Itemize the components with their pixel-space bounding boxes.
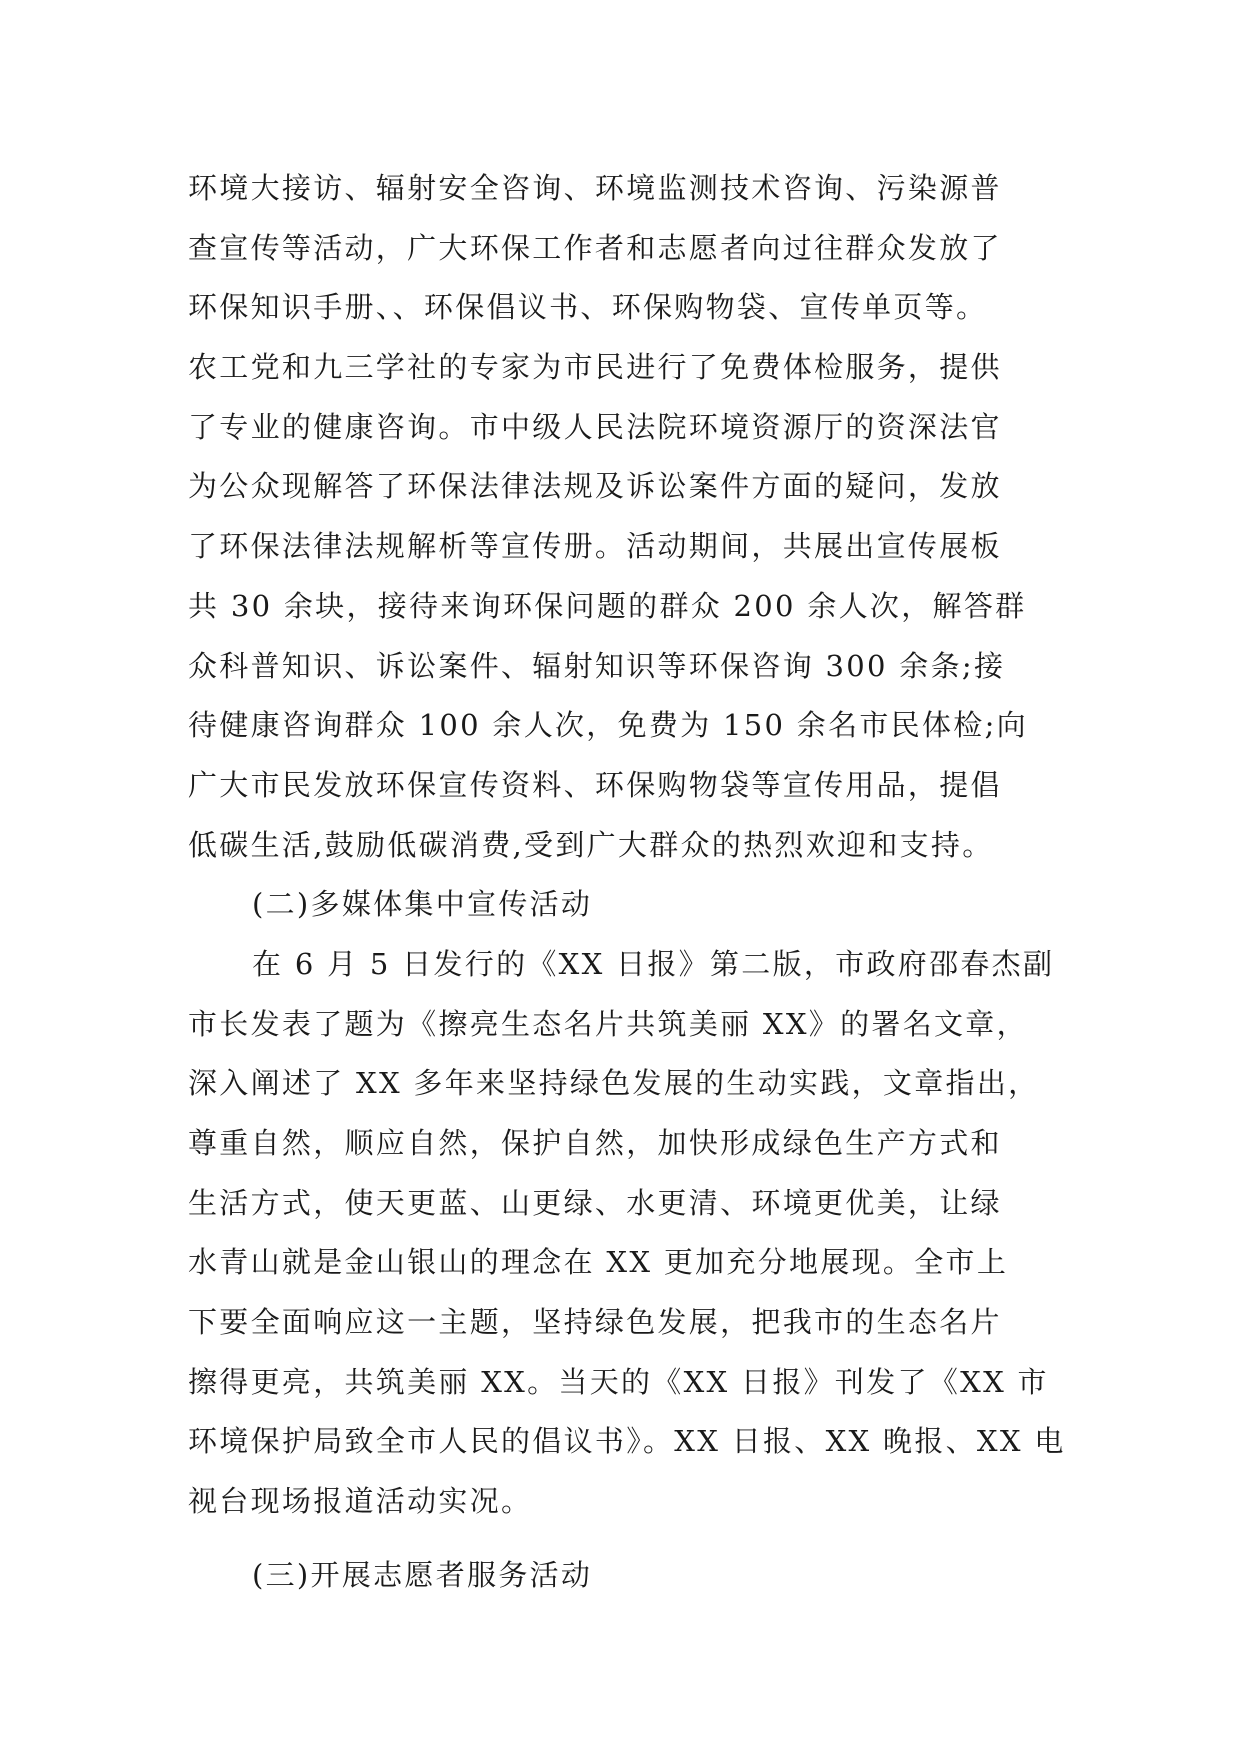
body-text-line: 尊重自然，顺应自然，保护自然，加快形成绿色生产方式和 (188, 1126, 1002, 1160)
body-text-line: 低碳生活,鼓励低碳消费,受到广大群众的热烈欢迎和支持。 (188, 827, 994, 862)
body-text-line: 共 30 余块，接待来询环保问题的群众 200 余人次，解答群 (188, 588, 1027, 623)
blank-line (188, 1532, 1088, 1546)
body-text-line: 查宣传等活动，广大环保工作者和志愿者向过往群众发放了 (188, 230, 1002, 265)
body-text-line: 环境大接访、辐射安全咨询、环境监测技术咨询、污染源普 (188, 171, 1002, 205)
document-body (188, 159, 1088, 1606)
body-text-line: 环保知识手册、、环保倡议书、环保购物袋、宣传单页等。 (188, 290, 988, 325)
body-text-line: 农工党和九三学社的专家为市民进行了免费体检服务，提供 (188, 350, 1002, 385)
body-text-line: 水青山就是金山银山的理念在 XX 更加充分地展现。全市上 (188, 1245, 1009, 1280)
body-text-line: 待健康咨询群众 100 余人次，免费为 150 余名市民体检;向 (188, 708, 1028, 743)
section-heading: (二)多媒体集中宣传活动 (252, 887, 593, 922)
body-text-line: 广大市民发放环保宣传资料、环保购物袋等宣传用品，提倡 (188, 767, 1002, 802)
body-text-line: 擦得更亮，共筑美丽 XX。当天的《XX 日报》刊发了《XX 市 (188, 1364, 1049, 1399)
body-text-line: 为公众现解答了环保法律法规及诉讼案件方面的疑问，发放 (188, 469, 1002, 504)
body-text-line: 视台现场报道活动实况。 (188, 1484, 533, 1519)
body-text-line: 深入阐述了 XX 多年来坚持绿色发展的生动实践，文章指出， (188, 1066, 1040, 1101)
section-heading: (三)开展志愿者服务活动 (252, 1557, 593, 1592)
paragraph-first-line: 在 6 月 5 日发行的《XX 日报》第二版，市政府邵春杰副 (252, 946, 1055, 981)
body-text-line: 生活方式，使天更蓝、山更绿、水更清、环境更优美，让绿 (188, 1185, 1002, 1220)
body-text-line: 环境保护局致全市人民的倡议书》。XX 日报、XX 晚报、XX 电 (188, 1424, 1066, 1459)
body-text-line: 众科普知识、诉讼案件、辐射知识等环保咨询 300 余条;接 (188, 648, 1006, 683)
body-text-line: 市长发表了题为《擦亮生态名片共筑美丽 XX》的署名文章， (188, 1006, 1028, 1041)
body-text-line: 了环保法律法规解析等宣传册。活动期间，共展出宣传展板 (188, 529, 1002, 564)
body-text-line: 了专业的健康咨询。市中级人民法院环境资源厅的资深法官 (188, 409, 1002, 444)
body-text-line: 下要全面响应这一主题，坚持绿色发展，把我市的生态名片 (188, 1305, 1002, 1340)
